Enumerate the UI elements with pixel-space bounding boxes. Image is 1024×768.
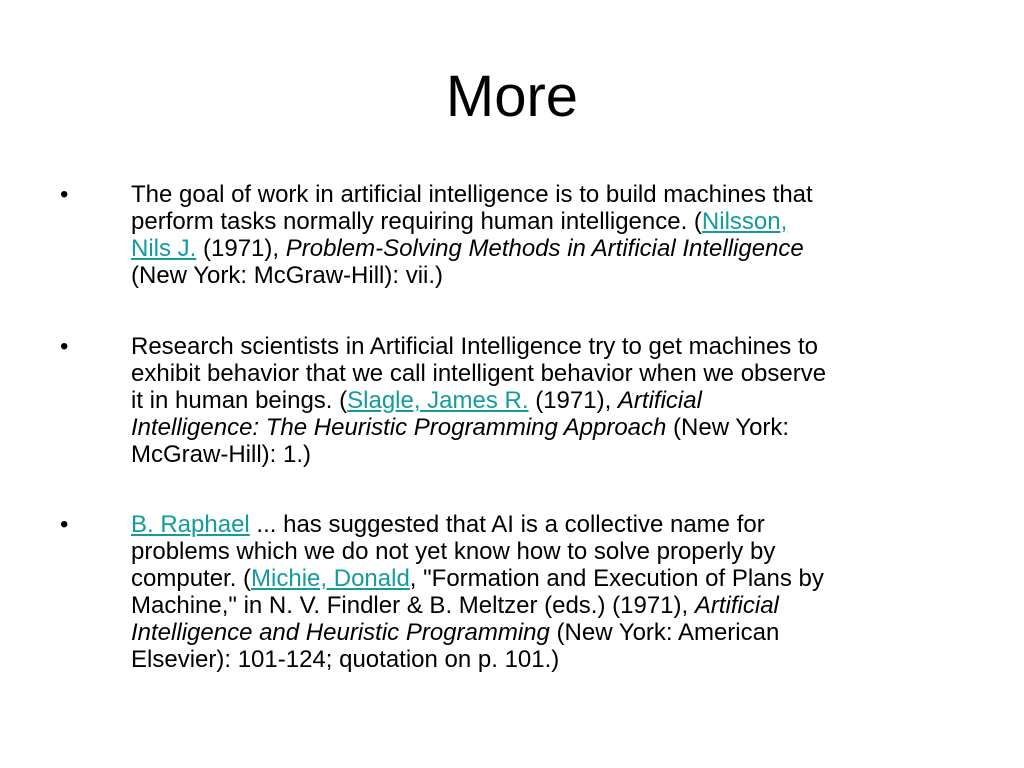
text-run: (New York: bbox=[666, 414, 790, 441]
text-run: Machine," in N. V. Findler & B. Meltzer (eds.) (1971), bbox=[131, 592, 695, 619]
text-line bbox=[131, 181, 971, 208]
text-line bbox=[131, 387, 971, 414]
text-run: (1971), bbox=[528, 387, 618, 414]
text-line bbox=[131, 565, 971, 592]
text-run: The goal of work in artificial intelligence is to build machines that bbox=[131, 181, 813, 208]
text-line bbox=[131, 538, 971, 565]
text-line bbox=[131, 441, 971, 468]
text-run: exhibit behavior that we call intelligent behavior when we observe bbox=[131, 360, 827, 387]
book-title: Intelligence and Heuristic Programming bbox=[131, 619, 550, 646]
bullet-marker: • bbox=[60, 181, 69, 208]
text-line bbox=[131, 619, 971, 646]
book-title: Artificial bbox=[617, 387, 702, 414]
text-run: computer. ( bbox=[131, 565, 252, 592]
author-link-michie[interactable]: Michie, Donald bbox=[251, 565, 410, 592]
slide-title: More bbox=[445, 64, 579, 129]
book-title: Problem-Solving Methods in Artificial Intelligence bbox=[285, 235, 804, 262]
text-line bbox=[131, 235, 971, 262]
author-link-nilsson-cont[interactable]: Nils J. bbox=[131, 235, 197, 262]
book-title: Artificial bbox=[694, 592, 779, 619]
text-run: (New York: American bbox=[549, 619, 780, 646]
bullet-marker: • bbox=[60, 333, 69, 360]
text-line bbox=[131, 646, 971, 673]
author-link-nilsson[interactable]: Nilsson, bbox=[701, 208, 788, 235]
text-line bbox=[131, 262, 971, 289]
text-line bbox=[131, 360, 971, 387]
text-run: (New York: McGraw-Hill): vii.) bbox=[131, 262, 444, 289]
text-line bbox=[131, 333, 971, 360]
text-line bbox=[131, 414, 971, 441]
author-link-raphael[interactable]: B. Raphael bbox=[131, 511, 250, 538]
text-run: , "Formation and Execution of Plans by bbox=[409, 565, 824, 592]
text-run: perform tasks normally requiring human intelligence. ( bbox=[131, 208, 702, 235]
text-line bbox=[131, 592, 971, 619]
bullet-text bbox=[131, 333, 971, 468]
author-link-slagle[interactable]: Slagle, James R. bbox=[347, 387, 529, 414]
text-run: ... has suggested that AI is a collective name for bbox=[249, 511, 765, 538]
bullet-text bbox=[131, 511, 971, 673]
text-run: Research scientists in Artificial Intelligence try to get machines to bbox=[131, 333, 818, 360]
text-run: it in human beings. ( bbox=[131, 387, 348, 414]
bullet-text bbox=[131, 181, 971, 289]
text-run: problems which we do not yet know how to solve properly by bbox=[131, 538, 776, 565]
text-run: (1971), bbox=[196, 235, 286, 262]
text-line bbox=[131, 208, 971, 235]
text-line bbox=[131, 511, 971, 538]
bullet-marker: • bbox=[60, 511, 69, 538]
book-title: Intelligence: The Heuristic Programming Approach bbox=[131, 414, 667, 441]
text-run: McGraw-Hill): 1.) bbox=[131, 441, 311, 468]
text-run: Elsevier): 101-124; quotation on p. 101.) bbox=[131, 646, 560, 673]
